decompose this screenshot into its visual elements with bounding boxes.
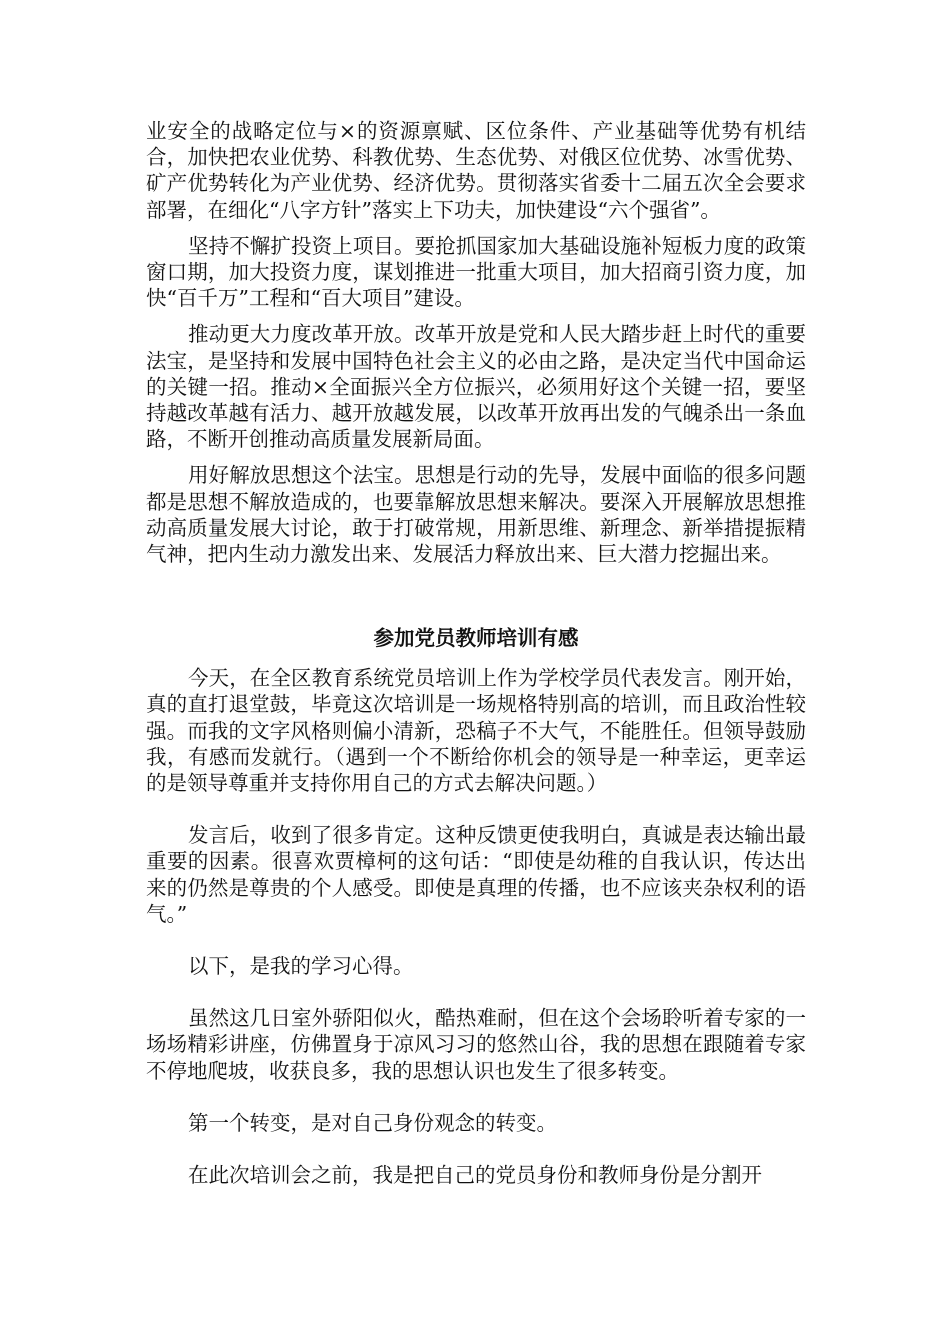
paragraph-continuation: 业安全的战略定位与×的资源禀赋、区位条件、产业基础等优势有机结合，加快把农业优势、科教优势、生态优势、对俄区位优势、冰雪优势、矿产优势转化为产业优势、经济优势。贯彻落实省委十二届五次全会要求部署，在细化“八字方针”落实上下功夫，加快建设“六个强省”。 xyxy=(146,119,806,222)
paragraph-lectures: 虽然这几日室外骄阳似火，酷热难耐，但在这个会场聆听着专家的一场场精彩讲座，仿佛置身于凉风习习的悠然山谷，我的思想在跟随着专家不停地爬坡，收获良多，我的思想认识也发生了很多转变。 xyxy=(146,1006,806,1083)
document-page xyxy=(146,118,806,1188)
paragraph-intro: 以下，是我的学习心得。 xyxy=(188,954,414,979)
paragraph-investment: 坚持不懈扩投资上项目。要抢抓国家加大基础设施补短板力度的政策窗口期，加大投资力度，谋划推进一批重大项目，加大招商引资力度，加快“百千万”工程和“百大项目”建设。 xyxy=(146,233,806,311)
paragraph-identity: 在此次培训会之前，我是把自己的党员身份和教师身份是分割开 xyxy=(188,1163,762,1188)
paragraph-reform-opening: 推动更大力度改革开放。改革开放是党和人民大踏步赶上时代的重要法宝，是坚持和发展中国特色社会主义的必由之路，是决定当代中国命运的关键一招。推动×全面振兴全方位振兴，必须用好这个关键一招，要坚持越改革越有活力、越开放越发展，以改革开放再出发的气魄杀出一条血路，不断开创推动高质量发展新局面。 xyxy=(146,322,806,452)
paragraph-feedback: 发言后，收到了很多肯定。这种反馈更使我明白，真诚是表达输出最重要的因素。很喜欢贾樟柯的这句话：“即使是幼稚的自我认识，传达出来的仍然是尊贵的个人感受。即使是真理的传播，也不应该夹杂权利的语气。” xyxy=(146,823,806,926)
paragraph-speech: 今天，在全区教育系统党员培训上作为学校学员代表发言。刚开始，真的直打退堂鼓，毕竟这次培训是一场规格特别高的培训，而且政治性较强。而我的文字风格则偏小清新，恐稿子不大气，不能胜任。但领导鼓励我，有感而发就行。（遇到一个不断给你机会的领导是一种幸运，更幸运的是领导尊重并支持你用自己的方式去解决问题。） xyxy=(146,666,806,796)
paragraph-emancipate-mind: 用好解放思想这个法宝。思想是行动的先导，发展中面临的很多问题都是思想不解放造成的，也要靠解放思想来解决。要深入开展解放思想推动高质量发展大讨论，敢于打破常规，用新思维、新理念、新举措提振精气神，把内生动力激发出来、发展活力释放出来、巨大潜力挖掘出来。 xyxy=(146,463,806,567)
section-title: 参加党员教师培训有感 xyxy=(373,626,579,651)
paragraph-first-change: 第一个转变，是对自己身份观念的转变。 xyxy=(188,1110,557,1135)
